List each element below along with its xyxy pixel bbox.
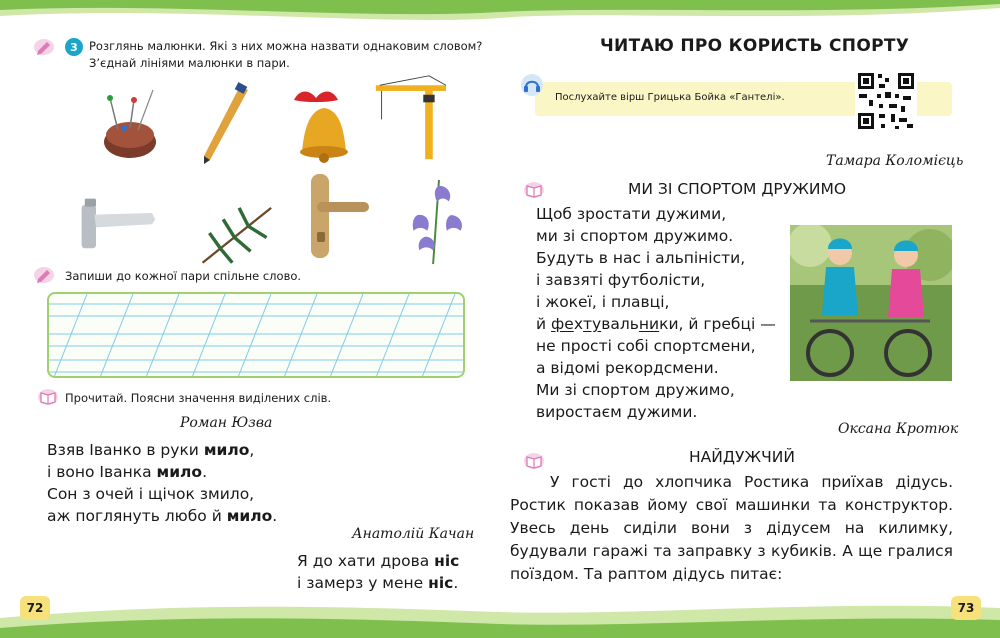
book-icon	[37, 388, 59, 406]
poem-author: Оксана Кротюк	[838, 421, 959, 437]
page-title: ЧИТАЮ ПРО КОРИСТЬ СПОРТУ	[600, 36, 910, 56]
poem2-line: Я до хати дрова ніс	[297, 552, 460, 570]
poem-line: а відомі рекордсмени.	[536, 359, 719, 377]
pencil-task-icon	[33, 38, 55, 56]
poem1-line: Взяв Іванко в руки мило,	[47, 441, 255, 459]
task2-instruction: Запиши до кожної пари спільне слово.	[65, 269, 302, 283]
author-top: Тамара Коломієць	[826, 153, 964, 169]
poem-line: Будуть в нас і альпіністи,	[536, 249, 746, 267]
book-icon-story	[523, 452, 545, 470]
bluebell-flower-icon[interactable]	[398, 176, 478, 266]
headphones-icon[interactable]	[520, 74, 544, 96]
book-icon-poem	[523, 181, 545, 199]
poem-line: не прості собі спортсмени,	[536, 337, 756, 355]
door-handle-icon[interactable]	[298, 172, 378, 262]
poem-line: Щоб зростати дужими,	[536, 205, 727, 223]
pen-icon[interactable]	[192, 80, 272, 170]
poem-line: і жокеї, і плавці,	[536, 293, 670, 311]
pencil-task-icon-2	[33, 266, 55, 284]
pin-cushion-icon[interactable]	[98, 80, 178, 170]
page-number-right: 73	[951, 596, 981, 620]
task3-instruction: Прочитай. Поясни значення виділених слів.	[65, 391, 332, 405]
page-number-left: 72	[20, 596, 50, 620]
bell-icon[interactable]	[280, 80, 360, 170]
task1-instruction-line1: Розглянь малюнки. Які з них можна назвати однаковим словом?	[89, 39, 483, 53]
task1-instruction-line2: З’єднай лініями малюнки в пари.	[89, 56, 290, 70]
pine-branch-icon[interactable]	[198, 188, 278, 278]
poem1-line: аж поглянуть любо й мило.	[47, 507, 278, 525]
poem-line: і завзяті футболісти,	[536, 271, 706, 289]
task-number-badge: 3	[65, 38, 83, 56]
poem-line: ми зі спортом дружимо.	[536, 227, 734, 245]
poem1-line: Сон з очей і щічок змило,	[47, 485, 255, 503]
poem2-text	[297, 550, 459, 594]
writing-lines-area[interactable]	[47, 292, 465, 378]
poem-line: Ми зі спортом дружимо,	[536, 381, 735, 399]
faucet-icon[interactable]	[80, 180, 160, 270]
poem2-line: і замерз у мене ніс.	[297, 574, 459, 592]
story-title: НАЙДУЖЧИЙ	[689, 448, 795, 466]
qr-code-icon[interactable]	[855, 70, 917, 132]
poem-title: МИ ЗІ СПОРТОМ ДРУЖИМО	[628, 180, 847, 198]
poem1-text	[47, 439, 277, 527]
poem-line-syllables: й фехтувальники, й гребці —	[536, 315, 776, 333]
poem1-author: Роман Юзва	[180, 415, 273, 431]
poem-line: виростаєм дужими.	[536, 403, 698, 421]
girls-cycling-photo	[790, 225, 952, 381]
audio-prompt-text: Послухайте вірш Грицька Бойка «Гантелі».	[555, 92, 785, 103]
poem1-line: і воно Іванка мило.	[47, 463, 207, 481]
poem2-author: Анатолій Качан	[352, 526, 475, 542]
story-text: У гості до хлопчика Ростика приїхав дідусь. Ростик показав йому свої машинки та конструктор. Увесь день сиділи вони з дідусем на килимку, будували гаражі та заправку з кубиків. А ще гралися поїздом. Та раптом дідусь питає:	[510, 473, 953, 583]
writing-lines-grid	[49, 294, 465, 378]
crane-icon[interactable]	[370, 72, 450, 162]
sport-poem-text	[536, 203, 776, 423]
